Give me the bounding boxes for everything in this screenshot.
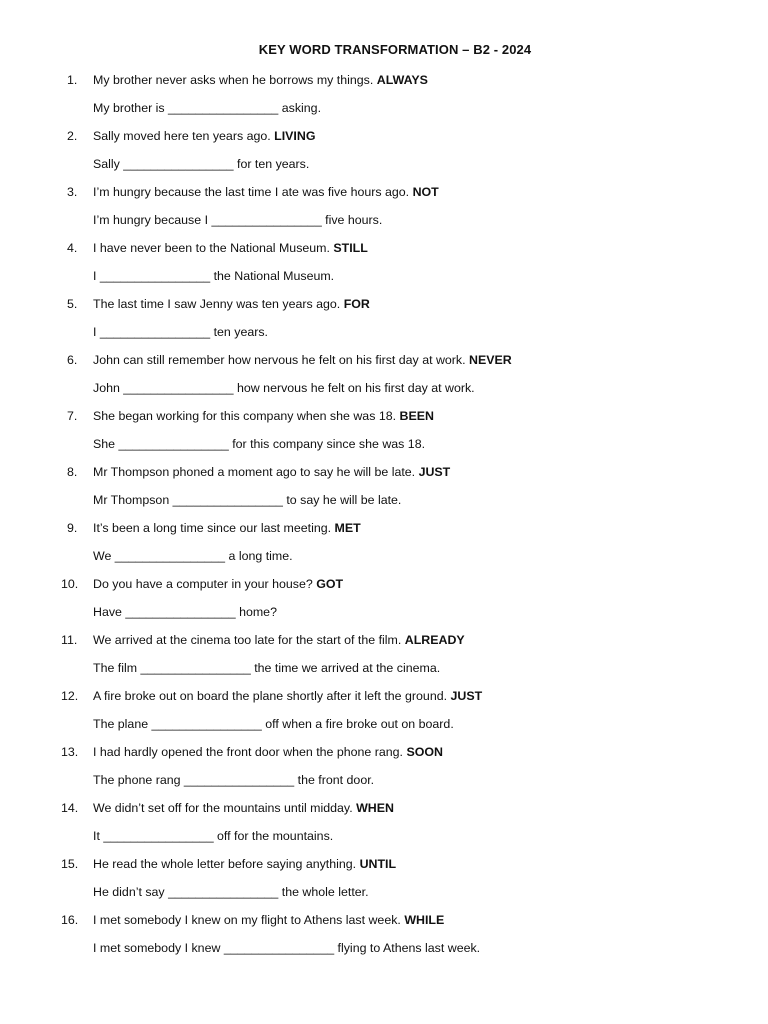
exercise-item: [0, 353, 768, 409]
item-number: 6.: [67, 353, 78, 367]
prompt-sentence: [93, 857, 396, 871]
prompt-sentence: [93, 801, 394, 815]
item-number: 14.: [61, 801, 79, 815]
exercise-item: [0, 801, 768, 857]
sentence-text: A fire broke out on board the plane shortly after it left the ground.: [93, 689, 448, 703]
exercise-item: [0, 577, 768, 633]
item-number: 16.: [61, 913, 79, 927]
exercise-item: [0, 73, 768, 129]
item-number: 13.: [61, 745, 79, 759]
item-number: 9.: [67, 521, 78, 535]
answer-sentence: Sally ________________ for ten years.: [93, 157, 310, 171]
item-number: 1.: [67, 73, 78, 87]
key-word: NEVER: [469, 353, 512, 367]
key-word: JUST: [418, 465, 451, 479]
sentence-text: I met somebody I knew on my flight to Athens last week.: [93, 913, 401, 927]
key-word: LIVING: [274, 129, 316, 143]
prompt-sentence: [93, 353, 512, 367]
prompt-sentence: [93, 241, 368, 255]
answer-sentence: It ________________ off for the mountains.: [93, 829, 334, 843]
sentence-text: I have never been to the National Museum.: [93, 241, 330, 255]
sentence-text: She began working for this company when she was 18.: [93, 409, 397, 423]
answer-sentence: He didn’t say ________________ the whole letter.: [93, 885, 369, 899]
page-title: KEY WORD TRANSFORMATION – B2 - 2024: [258, 42, 532, 57]
exercise-item: [0, 409, 768, 465]
exercise-item: [0, 745, 768, 801]
sentence-text: We didn’t set off for the mountains until midday.: [93, 801, 353, 815]
item-number: 4.: [67, 241, 78, 255]
prompt-sentence: [93, 465, 450, 479]
item-number: 5.: [67, 297, 78, 311]
prompt-sentence: [93, 577, 343, 591]
sentence-text: My brother never asks when he borrows my things.: [93, 73, 374, 87]
item-number: 12.: [61, 689, 79, 703]
prompt-sentence: [93, 633, 465, 647]
key-word: UNTIL: [359, 857, 397, 871]
prompt-sentence: [93, 689, 482, 703]
key-word: FOR: [343, 297, 370, 311]
key-word: SOON: [406, 745, 443, 759]
sentence-text: It’s been a long time since our last meeting.: [93, 521, 332, 535]
answer-sentence: The film ________________ the time we arrived at the cinema.: [93, 661, 441, 675]
prompt-sentence: [93, 745, 443, 759]
key-word: ALREADY: [404, 633, 465, 647]
exercise-list: [0, 73, 768, 969]
exercise-item: [0, 241, 768, 297]
exercise-item: [0, 913, 768, 969]
key-word: WHILE: [404, 913, 445, 927]
answer-sentence: John ________________ how nervous he felt on his first day at work.: [93, 381, 475, 395]
sentence-text: I’m hungry because the last time I ate was five hours ago.: [93, 185, 410, 199]
exercise-item: [0, 857, 768, 913]
answer-sentence: My brother is ________________ asking.: [93, 101, 322, 115]
item-number: 8.: [67, 465, 78, 479]
sentence-text: Mr Thompson phoned a moment ago to say he will be late.: [93, 465, 416, 479]
exercise-item: [0, 185, 768, 241]
key-word: STILL: [333, 241, 368, 255]
answer-sentence: The phone rang ________________ the front door.: [93, 773, 375, 787]
item-number: 2.: [67, 129, 78, 143]
sentence-text: We arrived at the cinema too late for the start of the film.: [93, 633, 402, 647]
item-number: 11.: [61, 633, 78, 647]
key-word: BEEN: [399, 409, 434, 423]
prompt-sentence: [93, 73, 428, 87]
key-word: NOT: [412, 185, 439, 199]
sentence-text: Do you have a computer in your house?: [93, 577, 313, 591]
sentence-text: John can still remember how nervous he felt on his first day at work.: [93, 353, 466, 367]
item-number: 3.: [67, 185, 78, 199]
answer-sentence: I’m hungry because I ________________ five hours.: [93, 213, 383, 227]
exercise-item: [0, 465, 768, 521]
key-word: MET: [334, 521, 361, 535]
item-number: 15.: [61, 857, 79, 871]
exercise-item: [0, 129, 768, 185]
key-word: ALWAYS: [376, 73, 428, 87]
answer-sentence: I met somebody I knew ________________ flying to Athens last week.: [93, 941, 481, 955]
prompt-sentence: [93, 913, 444, 927]
item-number: 10.: [61, 577, 79, 591]
answer-sentence: Mr Thompson ________________ to say he will be late.: [93, 493, 402, 507]
prompt-sentence: [93, 129, 315, 143]
key-word: GOT: [316, 577, 344, 591]
answer-sentence: Have ________________ home?: [93, 605, 277, 619]
sentence-text: Sally moved here ten years ago.: [93, 129, 271, 143]
prompt-sentence: [93, 521, 361, 535]
sentence-text: The last time I saw Jenny was ten years ago.: [93, 297, 341, 311]
exercise-item: [0, 297, 768, 353]
key-word: WHEN: [356, 801, 394, 815]
answer-sentence: The plane ________________ off when a fire broke out on board.: [93, 717, 454, 731]
prompt-sentence: [93, 185, 439, 199]
answer-sentence: She ________________ for this company since she was 18.: [93, 437, 426, 451]
key-word: JUST: [450, 689, 483, 703]
sentence-text: I had hardly opened the front door when the phone rang.: [93, 745, 403, 759]
exercise-item: [0, 633, 768, 689]
answer-sentence: I ________________ the National Museum.: [93, 269, 335, 283]
prompt-sentence: [93, 409, 434, 423]
prompt-sentence: [93, 297, 370, 311]
answer-sentence: I ________________ ten years.: [93, 325, 268, 339]
exercise-item: [0, 689, 768, 745]
answer-sentence: We ________________ a long time.: [93, 549, 293, 563]
exercise-item: [0, 521, 768, 577]
item-number: 7.: [67, 409, 78, 423]
sentence-text: He read the whole letter before saying anything.: [93, 857, 357, 871]
